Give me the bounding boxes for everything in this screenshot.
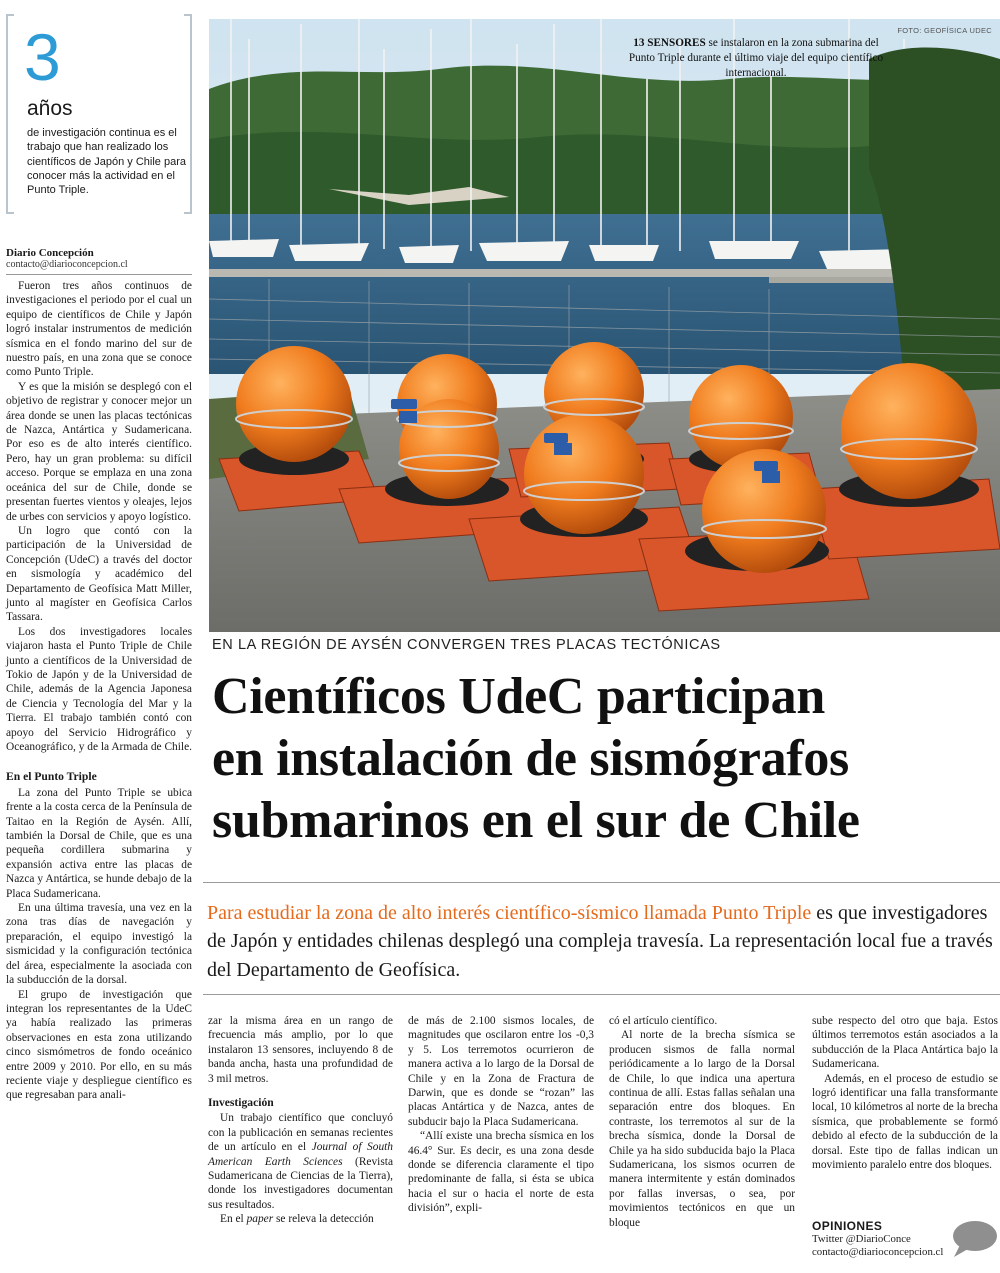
subheading: Investigación	[208, 1096, 274, 1110]
headline-line-2: en instalación de sismógrafos	[212, 730, 849, 787]
kicker: EN LA REGIÓN DE AYSÉN CONVERGEN TRES PLACAS TECTÓNICAS	[212, 637, 721, 653]
paragraph: de más de 2.100 sismos locales, de magnitudes que oscilaron entre los -0,3 y 5. Los terremotos ocurrieron de manera activa a lo largo de la Dorsal de Chile y en la Zona de Fractura de Darwin, que es donde se “rozan” las placas Antártica y de Nazca, antes de subducir bajo la Placa Sudamericana.	[408, 1015, 594, 1128]
opinions-twitter[interactable]: Twitter @DiarioConce	[812, 1233, 911, 1245]
photo-caption	[625, 36, 887, 81]
divider	[203, 882, 1000, 883]
paragraph: Al norte de la brecha sísmica se producen sismos de falla normal periódicamente a lo largo de la Dorsal de Chile, lo que indica una apertura continua de allí. Estas fallas señalan una separación entre dos bloques. En contraste, los terremotos al sur de la brecha sísmica, donde la Dorsal de Chile ya ha sido subducida bajo la Placa Sudamericana, los sismos ocurren de manera intermitente y están dominados por fallas inversas, o sea, por movimientos tectónicos en que un bloque	[609, 1029, 795, 1229]
deck-text: es que investigadores de Japón y entidades chilenas desplegó una compleja travesía. La representación local fue a través del Departamento de Geofísica.	[207, 902, 993, 981]
stat-description: de investigación continua es el trabajo que han realizado los científicos de Japón y Chile para conocer más la actividad en el Punto Triple.	[27, 127, 186, 197]
caption-text: se instalaron en la zona submarina del Punto Triple durante el último viaje del equipo científico internacional.	[628, 37, 884, 79]
article-column-3	[408, 1014, 594, 1216]
stat-box	[6, 14, 192, 214]
byline	[6, 247, 192, 275]
paragraph: Y es que la misión se desplegó con el objetivo de registrar y conocer mejor un área donde se unen las placas tectónicas de Nazca, Antártica y Sudamericana. Por eso es de alto interés científico. Pero, hay un gran problema: su difícil acceso. Porque se emplaza en una zona oceánica del sur de Chile, donde se presentan fuertes vientos y oleajes, lejos de urbes con servicios y apoyo logístico.	[6, 380, 192, 523]
headline	[212, 666, 1000, 852]
stat-number: 3	[24, 20, 61, 94]
paragraph: En el paper se releva la detección	[220, 1213, 374, 1226]
headline-line-3: submarinos en el sur de Chile	[212, 792, 860, 849]
byline-email[interactable]: contacto@diarioconcepcion.cl	[6, 259, 128, 270]
paragraph: En una última travesía, una vez en la zona tras días de navegación y preparación, el equipo investigó la sismicidad y la configuración tectónica del área, especialmente la asociada con la subducción de la dorsal.	[6, 902, 192, 987]
paragraph: El grupo de investigación que integran los representantes de la UdeC ya había realizado las primeras observaciones en esta zona utilizando cinco sismómetros de fondo oceánico entre 2009 y 2010. Por ello, en su más reciente viaje y despliegue científico es que regresaban para anali-	[6, 988, 192, 1102]
photo-credit: FOTO: GEOFÍSICA UDEC	[897, 26, 992, 35]
sensors-photo-illustration	[209, 19, 1000, 632]
paragraph: Además, en el proceso de estudio se logró identificar una falla transformante local, 10 kilómetros al norte de la brecha sísmica, que probablemente se formó debido al efecto de la subducción de la dorsal. Este tipo de fallas indican un movimiento paralelo entre dos bloques.	[812, 1072, 998, 1172]
headline-line-1: Científicos UdeC participan	[212, 668, 825, 725]
paragraph: La zona del Punto Triple se ubica frente a la costa cerca de la Península de Taitao en la Región de Aysén. Allí, también la Dorsal de Chile, que es una pequeña cordillera submarina y expansión activa entre las placas de Nazca y Antártica, se hunde debajo de la Placa Sudamericana.	[6, 786, 192, 900]
divider	[203, 994, 1000, 995]
paragraph: có el artículo científico.	[609, 1015, 718, 1027]
deck-accent: Para estudiar la zona de alto interés científico-sísmico llamada Punto Triple	[207, 902, 812, 924]
byline-name: Diario Concepción	[6, 247, 94, 259]
speech-bubble-icon	[950, 1219, 998, 1259]
opinions-email[interactable]: contacto@diarioconcepcion.cl	[812, 1246, 944, 1258]
paragraph: zar la misma área en un rango de frecuencia más amplio, por lo que instalaron 13 sensores, incluyendo 8 de banda ancha, hasta una profundidad de 3 mil metros.	[208, 1015, 393, 1085]
paragraph: Fueron tres años continuos de investigaciones el periodo por el cual un equipo de científicos de Chile y Japón logró instalar instrumentos de medición sísmica en el fondo marino del sur de nuestro país, en una zona que se conoce como Punto Triple.	[6, 280, 192, 379]
deck	[207, 899, 997, 984]
article-column-2	[208, 1014, 393, 1227]
paragraph: Un logro que contó con la participación de la Universidad de Concepción (UdeC) a través del doctor en sismología y académico del Departamento de Geofísica Matt Miller, junto al magíster en Geofísica Carlos Tassara.	[6, 524, 192, 624]
paragraph: Un trabajo científico que concluyó con la publicación en semanas recientes de un artículo en el Journal of South American Earth Sciences (Revista Sudamericana de Ciencias de la Tierra), donde los investigadores documentan sus resultados.	[208, 1112, 394, 1211]
bracket-left	[6, 14, 14, 214]
paragraph: Los dos investigadores locales viajaron hasta el Punto Triple de Chile junto a científicos de la Universidad de Tokio de Japón y de la Universidad de Chile, además de la Agencia Japonesa de Ciencia y Tecnología del Mar y la Tierra. El trabajo también contó con apoyo del Servicio Hidrográfico y Oceanográfico, y de la Armada de Chile.	[6, 625, 192, 753]
sensors-photo	[209, 19, 1000, 632]
subheading: En el Punto Triple	[6, 770, 97, 784]
caption-highlight: 13 SENSORES	[633, 37, 706, 49]
paragraph: “Allí existe una brecha sísmica en los 46.4° Sur. Es decir, es una zona desde donde se diferencia claramente el tipo predominante de falla, si ésta se ubica hacia el sur o hacia el norte de esta división”, expli-	[408, 1130, 594, 1215]
article-column-4	[609, 1014, 795, 1230]
article-column-5	[812, 1014, 998, 1172]
paragraph: sube respecto del otro que baja. Estos últimos terremotos están asociados a la subducción de la Placa Antártica bajo la Sudamericana.	[812, 1015, 998, 1071]
stat-unit: años	[27, 97, 73, 120]
article-column-1	[6, 279, 192, 1103]
opinions-title: OPINIONES	[812, 1219, 883, 1233]
